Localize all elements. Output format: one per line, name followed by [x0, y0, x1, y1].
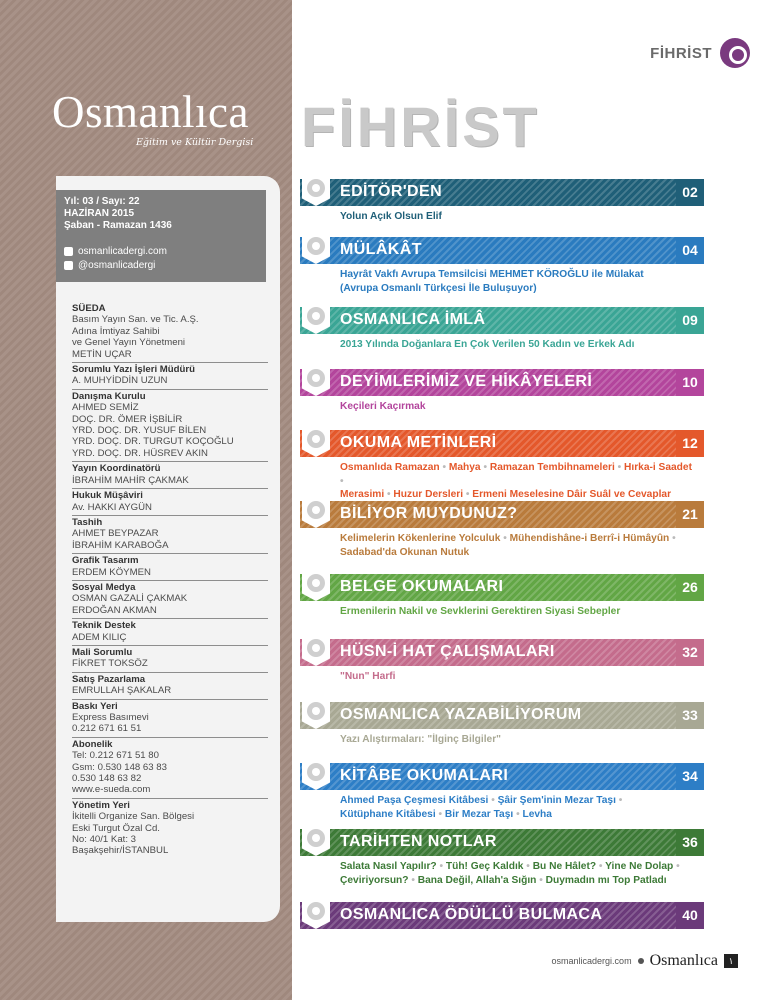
toc-bar[interactable]: [300, 237, 676, 264]
credit-role: Teknik Destek: [72, 620, 136, 632]
toc-subitem[interactable]: Huzur Dersleri: [393, 489, 464, 500]
toc-bar[interactable]: [300, 501, 676, 528]
toc-bar[interactable]: [300, 829, 676, 856]
toc-subitem-line: [340, 461, 692, 488]
credit-name: ERDEM KÖYMEN: [72, 566, 151, 578]
separator-icon: •: [615, 795, 623, 806]
credit-name: Gsm: 0.530 148 63 83: [72, 761, 167, 773]
credit-role: SÜEDA: [72, 303, 106, 314]
toc-subitems: [340, 860, 692, 887]
credit-role: Sorumlu Yazı İşleri Müdürü: [72, 364, 195, 376]
toc-page-number[interactable]: 02: [676, 179, 704, 206]
section-marker-icon: [302, 494, 330, 528]
section-marker-icon: [302, 172, 330, 206]
toc-subitem-line: [340, 488, 692, 502]
toc-subitem-line: [340, 670, 692, 684]
toc-title[interactable]: DEYİMLERİMİZ VE HİKÂYELERİ: [340, 373, 593, 390]
toc-subitem[interactable]: (Avrupa Osmanlı Türkçesi İle Buluşuyor): [340, 282, 537, 294]
credit-name: 0.212 671 61 51: [72, 723, 142, 735]
toc-subitems: [340, 532, 692, 559]
credit-group: [72, 516, 268, 554]
credit-name: YRD. DOÇ. DR. HÜSREV AKIN: [72, 447, 208, 459]
toc-subitem-line: [340, 733, 692, 747]
toc-subitem[interactable]: Tüh! Geç Kaldık: [445, 861, 524, 872]
credit-role: Mali Sorumlu: [72, 646, 133, 658]
credit-group: [72, 489, 268, 516]
issue-box: [56, 190, 266, 282]
credit-name: İBRAHİM MAHİR ÇAKMAK: [72, 474, 189, 486]
toc-subitem[interactable]: Sadabad'da Okunan Nutuk: [340, 546, 470, 558]
toc-title[interactable]: OKUMA METİNLERİ: [340, 434, 497, 451]
toc-title[interactable]: HÜSN-İ HAT ÇALIŞMALARI: [340, 643, 555, 660]
toc-subitem[interactable]: Ermenilerin Nakil ve Sevklerini Gerektiren Siyasi Sebepler: [340, 606, 621, 617]
toc-subitem[interactable]: "Nun" Harfi: [340, 671, 396, 682]
credit-group: [72, 673, 268, 700]
toc-subitems: [340, 338, 692, 352]
toc-subitem[interactable]: Çeviriyorsun?: [340, 874, 409, 886]
toc-title[interactable]: OSMANLICA YAZABİLİYORUM: [340, 706, 582, 723]
toc-subitem[interactable]: Yine Ne Dolap: [605, 861, 674, 872]
section-marker-icon: [302, 230, 330, 264]
toc-page-number[interactable]: 32: [676, 639, 704, 666]
toc-subitem[interactable]: Bu Ne Hâlet?: [532, 861, 597, 872]
issue-number: Yıl: 03 / Sayı: 22: [64, 196, 140, 207]
toc-subitem[interactable]: Bana Değil, Allah'a Sığın: [417, 874, 537, 886]
toc-subitem[interactable]: 2013 Yılında Doğanlara En Çok Verilen 50 Kadın ve Erkek Adı: [340, 339, 635, 350]
credit-group: [72, 619, 268, 646]
credit-name: ADEM KILIÇ: [72, 631, 127, 643]
toc-title[interactable]: OSMANLICA ÖDÜLLÜ BULMACA: [340, 906, 603, 923]
credit-role: Grafik Tasarım: [72, 555, 139, 567]
toc-bar[interactable]: [300, 763, 676, 790]
website-link[interactable]: osmanlicadergi.com: [78, 246, 167, 257]
credit-name: Basım Yayın San. ve Tic. A.Ş.: [72, 314, 199, 326]
toc-subitem[interactable]: Mühendishâne-i Berrî-i Hümâyûn: [509, 533, 670, 544]
credit-name: YRD. DOÇ. DR. YUSUF BİLEN: [72, 425, 207, 437]
credit-role: Baskı Yeri: [72, 700, 118, 712]
toc-bar[interactable]: [300, 639, 676, 666]
separator-icon: •: [463, 489, 473, 500]
separator-icon: •: [673, 861, 680, 872]
toc-subitem[interactable]: Merasimi: [340, 489, 385, 500]
bullet-icon: [638, 958, 644, 964]
toc-subitem[interactable]: Yolun Açık Olsun Elif: [340, 211, 442, 222]
credit-name: İBRAHİM KARABOĞA: [72, 539, 169, 551]
credit-name: Eski Turgut Özal Cd.: [72, 822, 160, 834]
toc-title[interactable]: EDİTÖR'DEN: [340, 183, 443, 200]
toc-page-number[interactable]: 40: [676, 902, 704, 929]
toc-subitem[interactable]: Ermeni Meselesine Dâir Suâl ve Cevaplar: [472, 489, 672, 500]
toc-subitem-line: [340, 532, 692, 546]
toc-bar[interactable]: [300, 902, 676, 929]
credit-name: FİKRET TOKSÖZ: [72, 658, 148, 670]
page-title: FİHRİST: [301, 95, 540, 158]
toc-subitem[interactable]: Hırka-i Saadet: [624, 462, 692, 473]
toc-subitem[interactable]: Duymadın mı Top Patladı: [545, 874, 667, 886]
credit-group: [72, 554, 268, 581]
credit-group: [72, 799, 268, 859]
toc-subitem-line: [340, 400, 692, 414]
credit-group: [72, 302, 268, 363]
credit-role: Satış Pazarlama: [72, 673, 146, 685]
toc-page-number[interactable]: 33: [676, 702, 704, 729]
toc-title[interactable]: BELGE OKUMALARI: [340, 578, 504, 595]
separator-icon: •: [536, 874, 546, 886]
credit-name: Başakşehir/İSTANBUL: [72, 845, 169, 857]
toc-subitems: [340, 733, 692, 747]
credit-name: AHMED SEMİZ: [72, 402, 139, 414]
toc-subitem[interactable]: Ahmed Paşa Çeşmesi Kitâbesi: [340, 795, 489, 806]
toc-subitem[interactable]: Hayrât Vakfı Avrupa Temsilcisi MEHMET KÖROĞLU ile Mülakat: [340, 269, 644, 280]
footer-website[interactable]: osmanlicadergi.com: [551, 956, 632, 966]
toc-subitems: [340, 268, 692, 295]
toc-subitem-line: [340, 210, 692, 224]
credit-role: Hukuk Müşâviri: [72, 490, 143, 502]
brand-mark-icon: [720, 38, 750, 68]
section-marker-icon: [302, 423, 330, 457]
page-number: ١: [724, 954, 738, 968]
section-label: FİHRİST: [650, 44, 712, 62]
globe-icon: [64, 247, 73, 256]
toc-subitem-line: [340, 282, 692, 296]
toc-page-number[interactable]: 12: [676, 430, 704, 457]
toc-title[interactable]: OSMANLICA İMLÂ: [340, 311, 486, 328]
credit-name: A. MUHYİDDİN UZUN: [72, 375, 168, 387]
section-marker-icon: [302, 822, 330, 856]
credit-name: AHMET BEYPAZAR: [72, 528, 159, 540]
website-row[interactable]: [64, 246, 167, 257]
credit-name: DOÇ. DR. ÖMER İŞBİLİR: [72, 413, 183, 425]
separator-icon: •: [439, 462, 449, 473]
twitter-handle[interactable]: @osmanlicadergi: [78, 260, 156, 271]
toc-subitem[interactable]: Kütüphane Kitâbesi: [340, 808, 436, 820]
twitter-row[interactable]: [64, 260, 155, 271]
credit-name: ERDOĞAN AKMAN: [72, 604, 157, 616]
credit-group: [72, 738, 268, 799]
toc-subitem[interactable]: Keçileri Kaçırmak: [340, 401, 426, 412]
toc-subitem-line: [340, 268, 692, 282]
issue-month: HAZİRAN 2015: [64, 208, 135, 219]
toc-title[interactable]: TARİHTEN NOTLAR: [340, 833, 497, 850]
separator-icon: •: [596, 861, 606, 872]
credit-group: [72, 462, 268, 489]
credit-name: Adına İmtiyaz Sahibi: [72, 325, 160, 337]
section-marker-icon: [302, 695, 330, 729]
toc-subitem-line: [340, 546, 692, 560]
credit-name: 0.530 148 63 82: [72, 773, 142, 785]
toc-subitem[interactable]: Osmanlıda Ramazan: [340, 462, 440, 473]
issue-info: [64, 196, 172, 232]
toc-page-number[interactable]: 09: [676, 307, 704, 334]
toc-subitems: [340, 794, 692, 821]
separator-icon: •: [436, 861, 446, 872]
credit-name: EMRULLAH ŞAKALAR: [72, 685, 172, 697]
credit-name: OSMAN GAZALİ ÇAKMAK: [72, 593, 188, 605]
footer: [552, 952, 738, 970]
separator-icon: •: [614, 462, 625, 473]
section-marker-icon: [302, 567, 330, 601]
toc-page-number[interactable]: 34: [676, 763, 704, 790]
toc-bar[interactable]: [300, 574, 676, 601]
toc-subitem[interactable]: Şâir Şem'inin Mezar Taşı: [497, 795, 616, 806]
toc-subitem-line: [340, 808, 692, 822]
section-marker-icon: [302, 632, 330, 666]
credit-role: Danışma Kurulu: [72, 390, 146, 402]
toc-subitem-line: [340, 338, 692, 352]
toc-subitem-line: [340, 605, 692, 619]
separator-icon: •: [480, 462, 490, 473]
credit-name: Tel: 0.212 671 51 80: [72, 750, 159, 762]
toc-bar[interactable]: [300, 179, 676, 206]
credit-name: www.e-sueda.com: [72, 784, 151, 796]
credit-name: METİN UÇAR: [72, 348, 132, 360]
toc-subitem[interactable]: Kelimelerin Kökenlerine Yolculuk: [340, 533, 501, 544]
toc-bar[interactable]: [300, 369, 676, 396]
credit-group: [72, 646, 268, 673]
section-marker-icon: [302, 756, 330, 790]
credits-list: [72, 302, 268, 859]
separator-icon: •: [435, 808, 445, 820]
toc-bar[interactable]: [300, 430, 676, 457]
toc-title[interactable]: KİTÂBE OKUMALARI: [340, 767, 509, 784]
section-marker-icon: [302, 300, 330, 334]
toc-bar[interactable]: [300, 307, 676, 334]
toc-subitems: [340, 400, 692, 414]
issue-hijri: Şaban - Ramazan 1436: [64, 220, 172, 231]
toc-subitem[interactable]: Mahya: [448, 462, 481, 473]
section-marker-icon: [302, 362, 330, 396]
toc-subitem[interactable]: Levha: [522, 808, 552, 820]
toc-subitems: [340, 605, 692, 619]
credit-name: İkitelli Organize San. Bölgesi: [72, 811, 195, 823]
separator-icon: •: [408, 874, 418, 886]
toc-subitem-line: [340, 874, 692, 888]
credit-group: [72, 390, 268, 462]
credit-name: Av. HAKKI AYGÜN: [72, 501, 152, 513]
toc-subitems: [340, 461, 692, 502]
toc-title[interactable]: MÜLÂKÂT: [340, 241, 422, 258]
credit-role: Tashih: [72, 516, 103, 528]
separator-icon: •: [669, 533, 676, 544]
toc-bar[interactable]: [300, 702, 676, 729]
toc-subitem[interactable]: Ramazan Tembihnameleri: [489, 462, 615, 473]
toc-subitem-line: [340, 860, 692, 874]
toc-page-number[interactable]: 04: [676, 237, 704, 264]
credit-role: Sosyal Medya: [72, 581, 136, 593]
toc-page-number[interactable]: 26: [676, 574, 704, 601]
credit-role: Yayın Koordinatörü: [72, 463, 161, 475]
credit-name: ve Genel Yayın Yönetmeni: [72, 337, 186, 349]
credit-group: [72, 700, 268, 738]
magazine-logo: [52, 84, 282, 174]
credit-group: [72, 581, 268, 619]
separator-icon: •: [340, 475, 344, 487]
separator-icon: •: [523, 861, 533, 872]
separator-icon: •: [513, 808, 523, 820]
credit-role: Yönetim Yeri: [72, 799, 130, 811]
separator-icon: •: [500, 533, 510, 544]
toc-subitems: [340, 670, 692, 684]
section-marker-icon: [302, 895, 330, 929]
toc-page-number[interactable]: 21: [676, 501, 704, 528]
credit-name: No: 40/1 Kat: 3: [72, 834, 136, 846]
separator-icon: •: [384, 489, 394, 500]
toc-subitem[interactable]: Yazı Alıştırmaları: "İlginç Bilgiler": [340, 734, 502, 745]
toc-page-number[interactable]: 10: [676, 369, 704, 396]
section-header: [650, 38, 750, 68]
logo-tagline: Eğitim ve Kültür Dergisi: [136, 137, 254, 148]
toc-title[interactable]: BİLİYOR MUYDUNUZ?: [340, 505, 518, 522]
toc-page-number[interactable]: 36: [676, 829, 704, 856]
toc-subitem-line: [340, 794, 692, 808]
toc-subitem[interactable]: Salata Nasıl Yapılır?: [340, 861, 437, 872]
credit-role: Abonelik: [72, 738, 113, 750]
twitter-icon: [64, 261, 73, 270]
credit-group: [72, 363, 268, 390]
toc-subitems: [340, 210, 692, 224]
toc-subitem[interactable]: Bir Mezar Taşı: [444, 808, 514, 820]
credit-name: YRD. DOÇ. DR. TURGUT KOÇOĞLU: [72, 436, 234, 448]
footer-brand: Osmanlıca: [649, 952, 718, 969]
logo-wordmark: Osmanlıca: [52, 87, 249, 137]
separator-icon: •: [488, 795, 498, 806]
credit-name: Express Basımevi: [72, 712, 149, 723]
